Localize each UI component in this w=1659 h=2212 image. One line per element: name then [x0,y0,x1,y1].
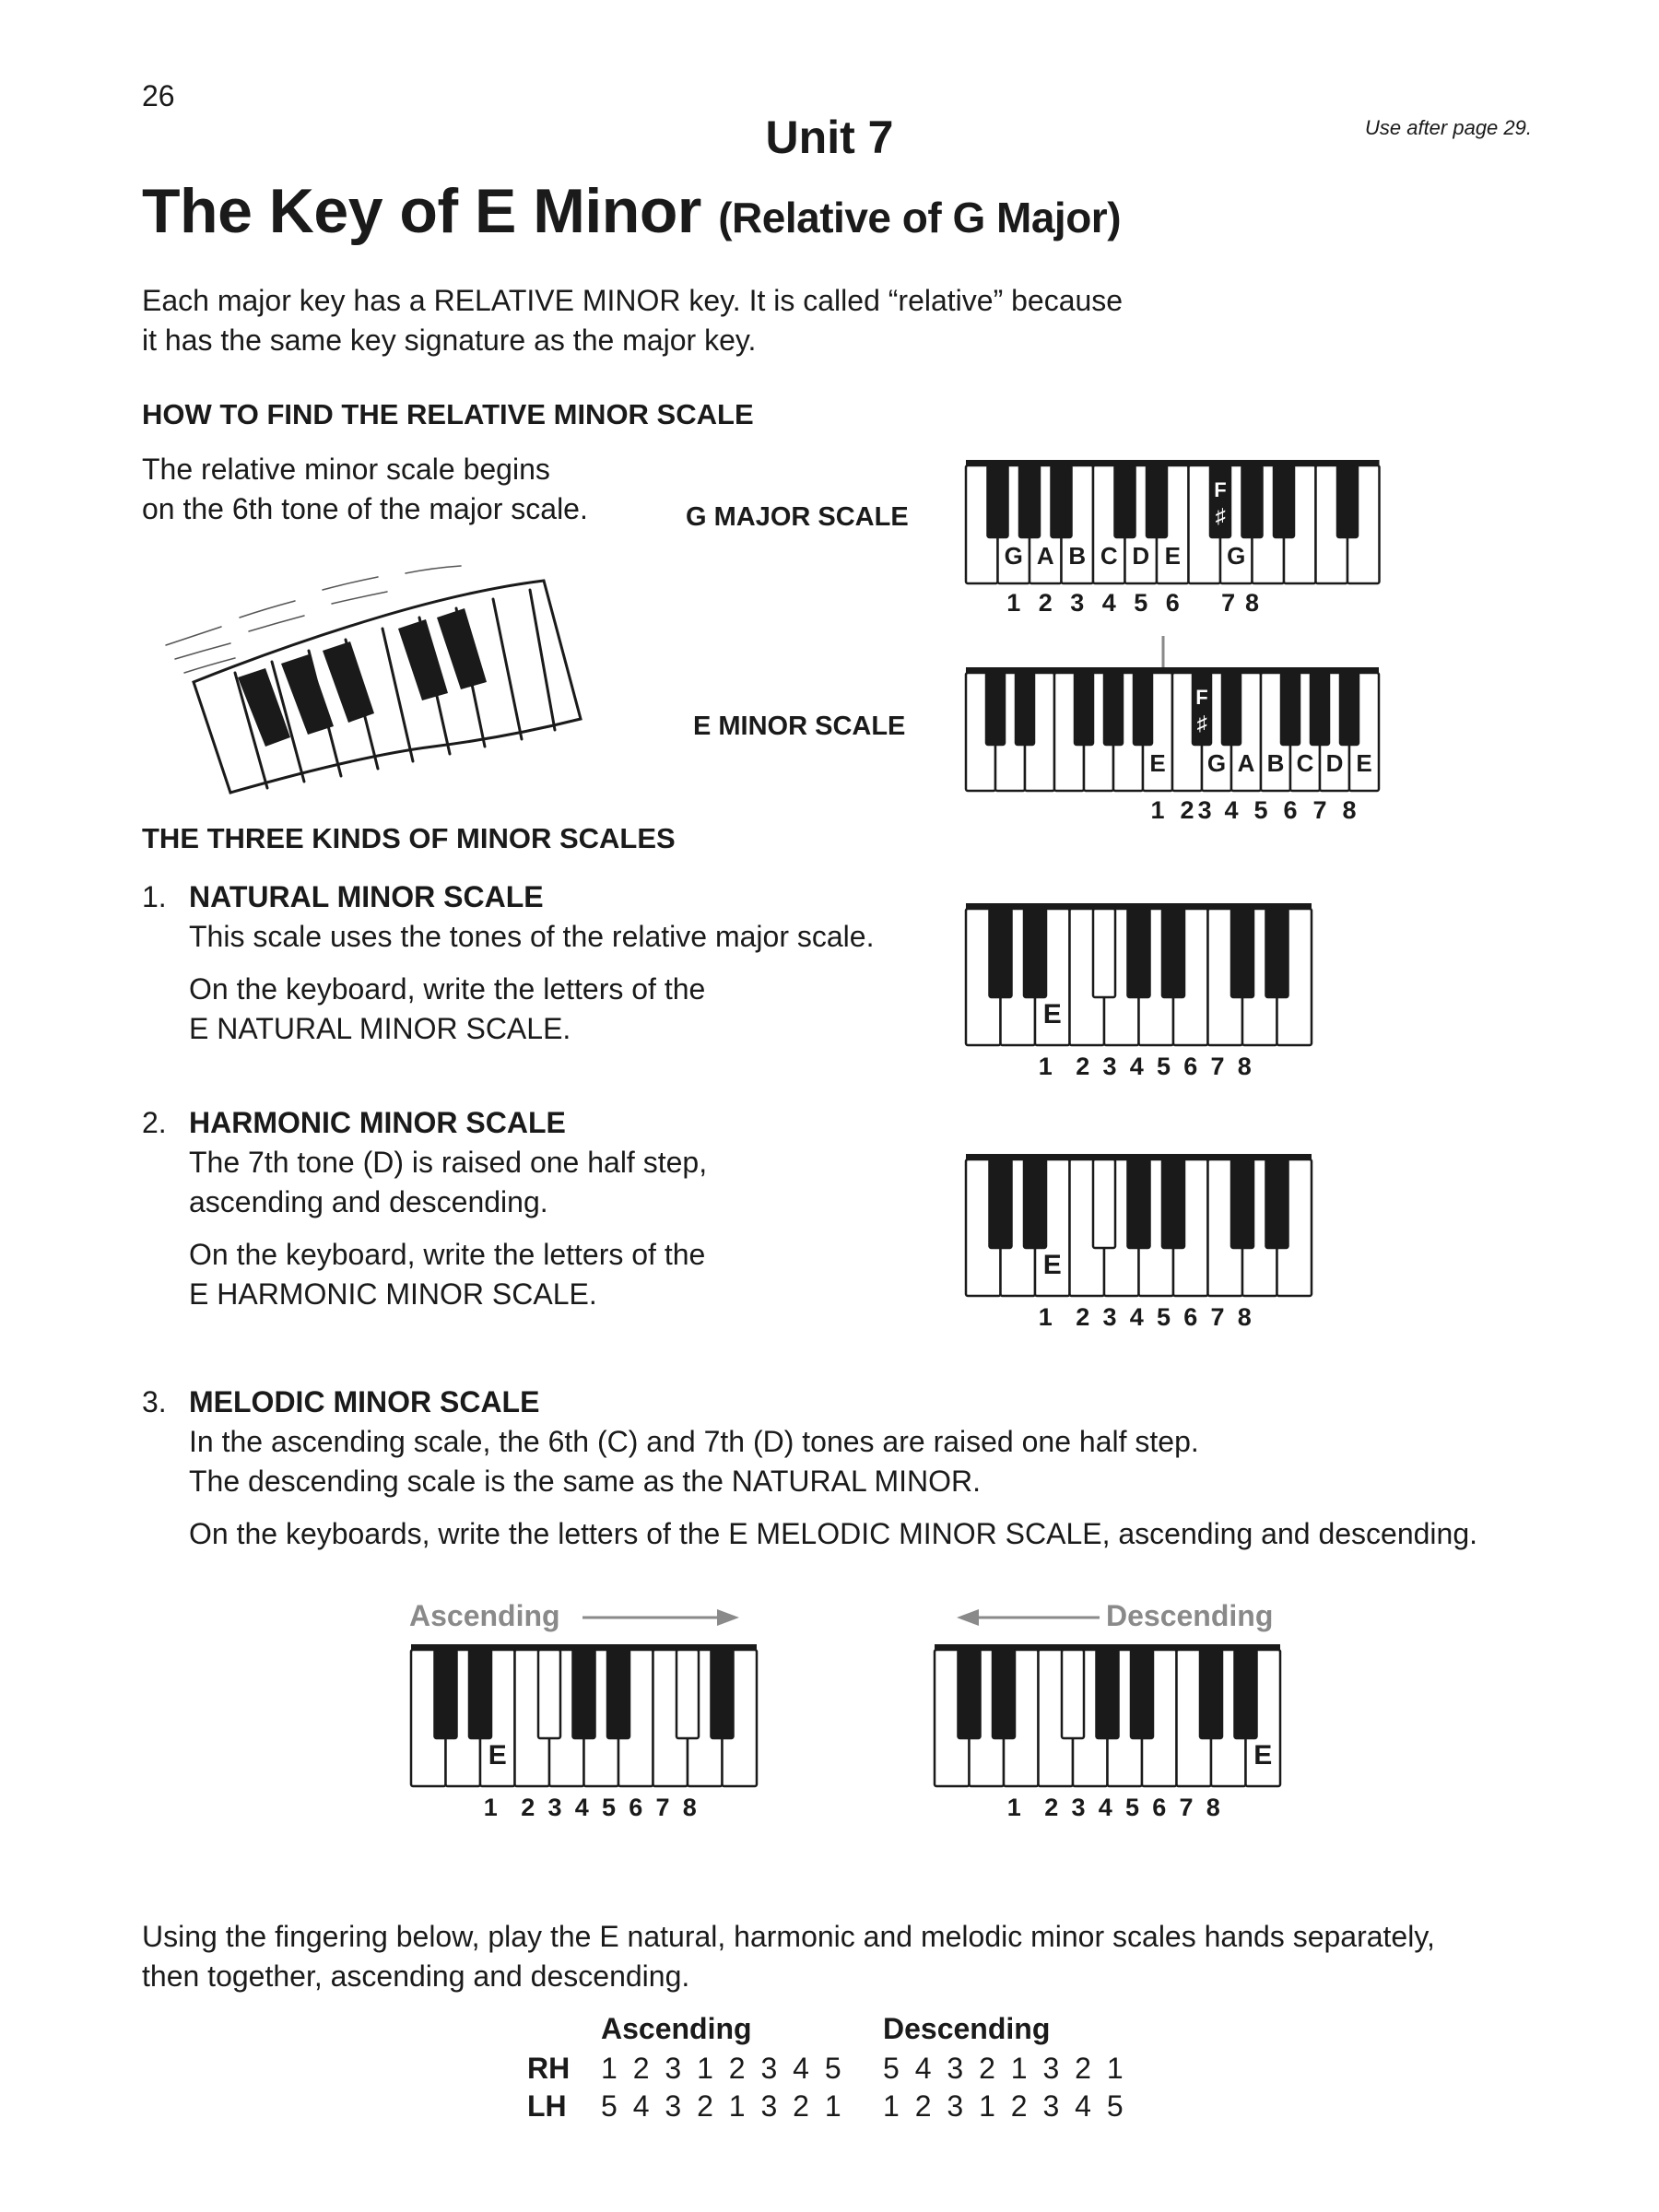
e-minor-scale-number: 3 [1197,796,1212,824]
item-3-title: MELODIC MINOR SCALE [189,1385,540,1418]
e-minor-scale-number: 1 [1150,796,1165,824]
g-major-black-key [1115,465,1135,537]
e-minor-scale-number: 5 [1253,796,1268,824]
e-minor-black-key [1281,673,1300,745]
melodic-asc-scale-number: 3 [547,1794,562,1821]
g-major-label: G MAJOR SCALE [686,502,909,532]
harmonic-scale-number: 2 [1076,1303,1090,1331]
fingering-header-ascending: Ascending [601,2012,752,2045]
e-minor-black-key [1340,673,1359,745]
fingering-rh-descending: 5 4 3 2 1 3 2 1 [883,2052,1127,2085]
g-major-scale-number: 1 [1006,589,1021,617]
melodic-asc-scale-number: 2 [521,1794,535,1821]
melodic-asc-scale-number: 1 [483,1794,498,1821]
natural-scale-number: 3 [1102,1053,1117,1080]
g-major-black-key [1019,465,1040,537]
unit-title: Unit 7 [765,112,894,163]
natural-black-key [1266,909,1288,997]
fingering-line-2: then together, ascending and descending. [142,1959,690,1993]
e-minor-key-letter: A [1237,749,1255,777]
descending-label: Descending [1106,1599,1274,1632]
item-2-instruction-2: E HARMONIC MINOR SCALE. [189,1277,597,1311]
harmonic-scale-number: 1 [1038,1303,1053,1331]
g-major-key-letter: C [1100,542,1118,570]
harmonic-scale-number: 8 [1237,1303,1252,1331]
e-minor-key-letter: E [1149,749,1166,777]
item-2-instruction-1: On the keyboard, write the letters of the [189,1238,706,1271]
page-title [142,175,1121,247]
fingering-lh-descending: 1 2 3 1 2 3 4 5 [883,2089,1127,2123]
harmonic-black-key [990,1159,1012,1248]
harmonic-scale-number: 7 [1210,1303,1225,1331]
item-3-line-2: The descending scale is the same as the NATURAL MINOR. [189,1465,982,1498]
g-major-key-letter: A [1036,542,1054,570]
e-minor-black-key [1104,673,1123,745]
melodic-desc-key-letter: E [1253,1740,1273,1771]
item-2-title: HARMONIC MINOR SCALE [189,1106,566,1139]
g-major-key-letter: D [1132,542,1150,570]
harmonic-black-key [1093,1159,1115,1248]
natural-scale-number: 1 [1038,1053,1053,1080]
melodic-desc-black-key [1131,1650,1153,1738]
melodic-asc-black-key [469,1650,491,1738]
natural-black-key [1128,909,1150,997]
item-3-instruction-1: On the keyboards, write the letters of the E MELODIC MINOR SCALE, ascending and descending. [189,1517,1478,1550]
item-1-number: 1. [142,880,167,913]
ascending-label: Ascending [409,1599,560,1632]
item-2-line-2: ascending and descending. [189,1185,548,1218]
fingering-rh-label: RH [527,2052,571,2085]
fingering-header-descending: Descending [883,2012,1051,2045]
melodic-desc-black-key [1235,1650,1257,1738]
g-major-key-letter: B [1068,542,1087,570]
melodic-desc-black-key [993,1650,1015,1738]
intro-paragraph [142,281,1123,360]
g-major-scale-number: 7 [1221,589,1236,617]
wavy-keyboard-illustration [157,562,590,802]
natural-minor-keyboard [964,901,1314,1086]
e-minor-black-key [1075,673,1093,745]
natural-black-key [1093,909,1115,997]
find-text-line-1: The relative minor scale begins [142,453,550,486]
title-main: The Key of E Minor [142,176,701,246]
g-major-key-letter: E [1164,542,1181,570]
g-major-black-key [1337,465,1358,537]
fingering-line-1: Using the fingering below, play the E natural, harmonic and melodic minor scales hands separately, [142,1920,1435,1953]
melodic-asc-black-key [677,1650,699,1738]
melodic-asc-scale-number: 8 [682,1794,697,1821]
e-minor-label: E MINOR SCALE [693,712,906,741]
melodic-desc-black-key [1097,1650,1119,1738]
e-minor-scale-number: 4 [1224,796,1239,824]
harmonic-black-key [1162,1159,1184,1248]
melodic-asc-scale-number: 6 [629,1794,643,1821]
melodic-ascending-keyboard [409,1642,759,1827]
g-major-black-key [1274,465,1294,537]
g-major-key-letter: G [1227,542,1246,570]
fingering-lh-label: LH [527,2089,567,2123]
melodic-descending-keyboard [933,1642,1283,1827]
melodic-desc-scale-number: 3 [1071,1794,1086,1821]
g-major-scale-number: 4 [1101,589,1116,617]
harmonic-scale-number: 5 [1156,1303,1171,1331]
intro-line-1: Each major key has a RELATIVE MINOR key. It is called “relative” because [142,284,1124,317]
item-1-instruction-2: E NATURAL MINOR SCALE. [189,1012,571,1045]
e-minor-scale-number: 2 [1180,796,1194,824]
natural-scale-number: 5 [1156,1053,1171,1080]
melodic-asc-scale-number: 5 [601,1794,617,1821]
kinds-heading: THE THREE KINDS OF MINOR SCALES [142,822,676,854]
harmonic-key-letter: E [1042,1250,1062,1280]
natural-black-key [1162,909,1184,997]
find-heading: HOW TO FIND THE RELATIVE MINOR SCALE [142,398,754,430]
melodic-desc-black-key [1200,1650,1222,1738]
item-3-line-1: In the ascending scale, the 6th (C) and 7th (D) tones are raised one half step. [189,1425,1199,1458]
harmonic-black-key [1266,1159,1288,1248]
g-major-key-letter: G [1004,542,1023,570]
harmonic-black-key [1231,1159,1253,1248]
find-text-line-2: on the 6th tone of the major scale. [142,492,588,525]
natural-scale-number: 6 [1183,1053,1198,1080]
natural-black-key [990,909,1012,997]
melodic-desc-scale-number: 6 [1152,1794,1167,1821]
melodic-asc-key-letter: E [488,1740,507,1771]
g-major-black-key [1052,465,1072,537]
e-minor-sharp-sign: ♯ [1196,712,1207,735]
harmonic-black-key [1128,1159,1150,1248]
usage-note: Use after page 29. [1364,116,1532,139]
item-1-block [189,877,874,1049]
melodic-desc-scale-number: 1 [1006,1794,1021,1821]
item-1-title: NATURAL MINOR SCALE [189,880,544,913]
natural-scale-number: 4 [1129,1053,1144,1080]
e-minor-black-key [986,673,1005,745]
fingering-rh-ascending: 1 2 3 1 2 3 4 5 [601,2052,845,2085]
title-sub: (Relative of G Major) [718,194,1122,241]
e-minor-scale-number: 7 [1312,796,1327,824]
find-text [142,450,588,529]
natural-scale-number: 7 [1210,1053,1225,1080]
item-1-instruction-1: On the keyboard, write the letters of the [189,972,706,1006]
melodic-asc-black-key [573,1650,595,1738]
g-major-scale-number: 8 [1244,589,1260,617]
g-major-sharp-sign: ♯ [1215,504,1226,527]
right-arrow-icon [581,1604,742,1631]
natural-black-key [1231,909,1253,997]
e-minor-key-letter: E [1356,749,1372,777]
item-3-number: 3. [142,1385,167,1418]
melodic-desc-black-key [1062,1650,1084,1738]
natural-scale-number: 2 [1076,1053,1090,1080]
melodic-desc-scale-number: 4 [1098,1794,1112,1821]
harmonic-minor-keyboard [964,1152,1314,1336]
g-major-black-key [988,465,1008,537]
fingering-text [142,1917,1435,1996]
e-minor-key-letter: B [1266,749,1285,777]
e-minor-scale-number: 6 [1283,796,1298,824]
g-major-scale-number: 5 [1134,589,1148,617]
e-minor-key-letter: C [1296,749,1314,777]
melodic-asc-black-key [538,1650,560,1738]
melodic-desc-black-key [959,1650,981,1738]
g-major-sharp-note: F [1214,478,1227,501]
melodic-desc-scale-number: 7 [1179,1794,1194,1821]
g-major-black-key [1242,465,1263,537]
left-arrow-icon [954,1604,1101,1631]
melodic-desc-scale-number: 5 [1124,1794,1140,1821]
g-major-scale-number: 3 [1070,589,1085,617]
e-minor-key-letter: D [1325,749,1344,777]
natural-black-key [1024,909,1046,997]
fingering-lh-ascending: 5 4 3 2 1 3 2 1 [601,2089,845,2123]
harmonic-black-key [1024,1159,1046,1248]
melodic-desc-scale-number: 2 [1044,1794,1059,1821]
harmonic-scale-number: 4 [1129,1303,1144,1331]
page-number: 26 [142,79,175,112]
item-2-block [189,1103,707,1314]
g-major-keyboard [964,458,1382,642]
melodic-asc-black-key [607,1650,629,1738]
harmonic-scale-number: 6 [1183,1303,1198,1331]
natural-key-letter: E [1042,999,1062,1030]
item-2-number: 2. [142,1106,167,1139]
e-minor-sharp-note: F [1195,686,1208,709]
melodic-asc-scale-number: 7 [655,1794,670,1821]
item-2-line-1: The 7th tone (D) is raised one half step, [189,1146,708,1179]
e-minor-scale-number: 8 [1342,796,1357,824]
e-minor-black-key [1134,673,1152,745]
item-3-block [189,1382,1477,1554]
e-minor-black-key [1311,673,1329,745]
item-1-line-1: This scale uses the tones of the relative major scale. [189,920,875,953]
g-major-scale-number: 6 [1165,589,1180,617]
melodic-asc-black-key [712,1650,734,1738]
g-major-scale-number: 2 [1038,589,1053,617]
e-minor-black-key [1016,673,1034,745]
melodic-asc-black-key [435,1650,457,1738]
intro-line-2: it has the same key signature as the major key. [142,324,757,357]
natural-scale-number: 8 [1237,1053,1252,1080]
harmonic-scale-number: 3 [1102,1303,1117,1331]
melodic-desc-scale-number: 8 [1206,1794,1220,1821]
g-major-black-key [1147,465,1167,537]
e-minor-keyboard [964,665,1382,850]
melodic-asc-scale-number: 4 [574,1794,589,1821]
e-minor-key-letter: G [1206,749,1227,777]
e-minor-black-key [1222,673,1241,745]
